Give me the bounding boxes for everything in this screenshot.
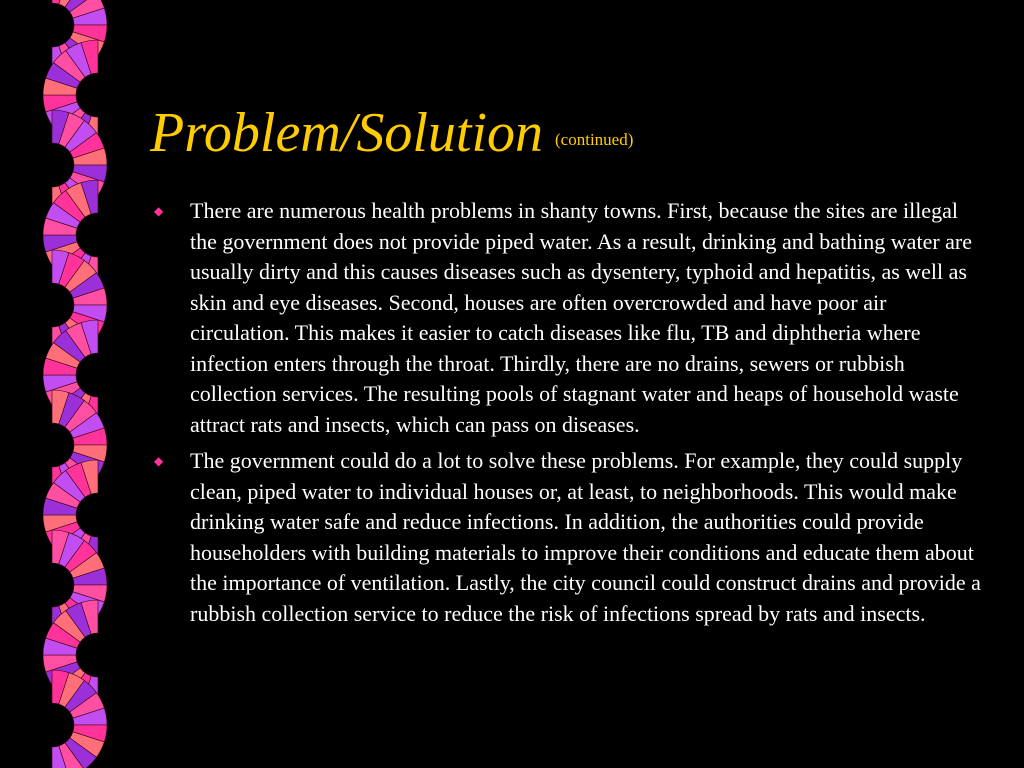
bullet-diamond-icon: ◆ (154, 454, 164, 468)
wavy-fan-border-icon (0, 0, 150, 768)
bullet-text: The government could do a lot to solve these problems. For example, they could supply clean, piped water to individual houses or, at least, to neighborhoods. This would make drinking water safe and reduce infections. In addition, the authorities could provide householders with building materials to improve their conditions and educate them about the importance of ventilation. Lastly, the city council could construct drains and provide a rubbish collection service to reduce the risk of infections spread by rats and insects. (190, 448, 981, 626)
bullet-list (152, 196, 987, 635)
title-text: Problem/Solution (150, 102, 544, 164)
slide-title (150, 100, 633, 173)
bullet-item (152, 446, 987, 629)
title-continued-note: (continued) (555, 130, 634, 150)
bullet-diamond-icon: ◆ (154, 204, 164, 218)
bullet-text: There are numerous health problems in shanty towns. First, because the sites are illegal the government does not provide piped water. As a result, drinking and bathing water are usually dirty and this causes diseases such as dysentery, typhoid and hepatitis, as well as skin and eye diseases. Second, houses are often overcrowded and have poor air circulation. This makes it easier to catch diseases like flu, TB and diphtheria where infection enters through the throat. Thirdly, there are no drains, sewers or rubbish collection services. The resulting pools of stagnant water and heaps of household waste attract rats and insects, which can pass on diseases. (190, 198, 973, 437)
bullet-item (152, 196, 987, 440)
